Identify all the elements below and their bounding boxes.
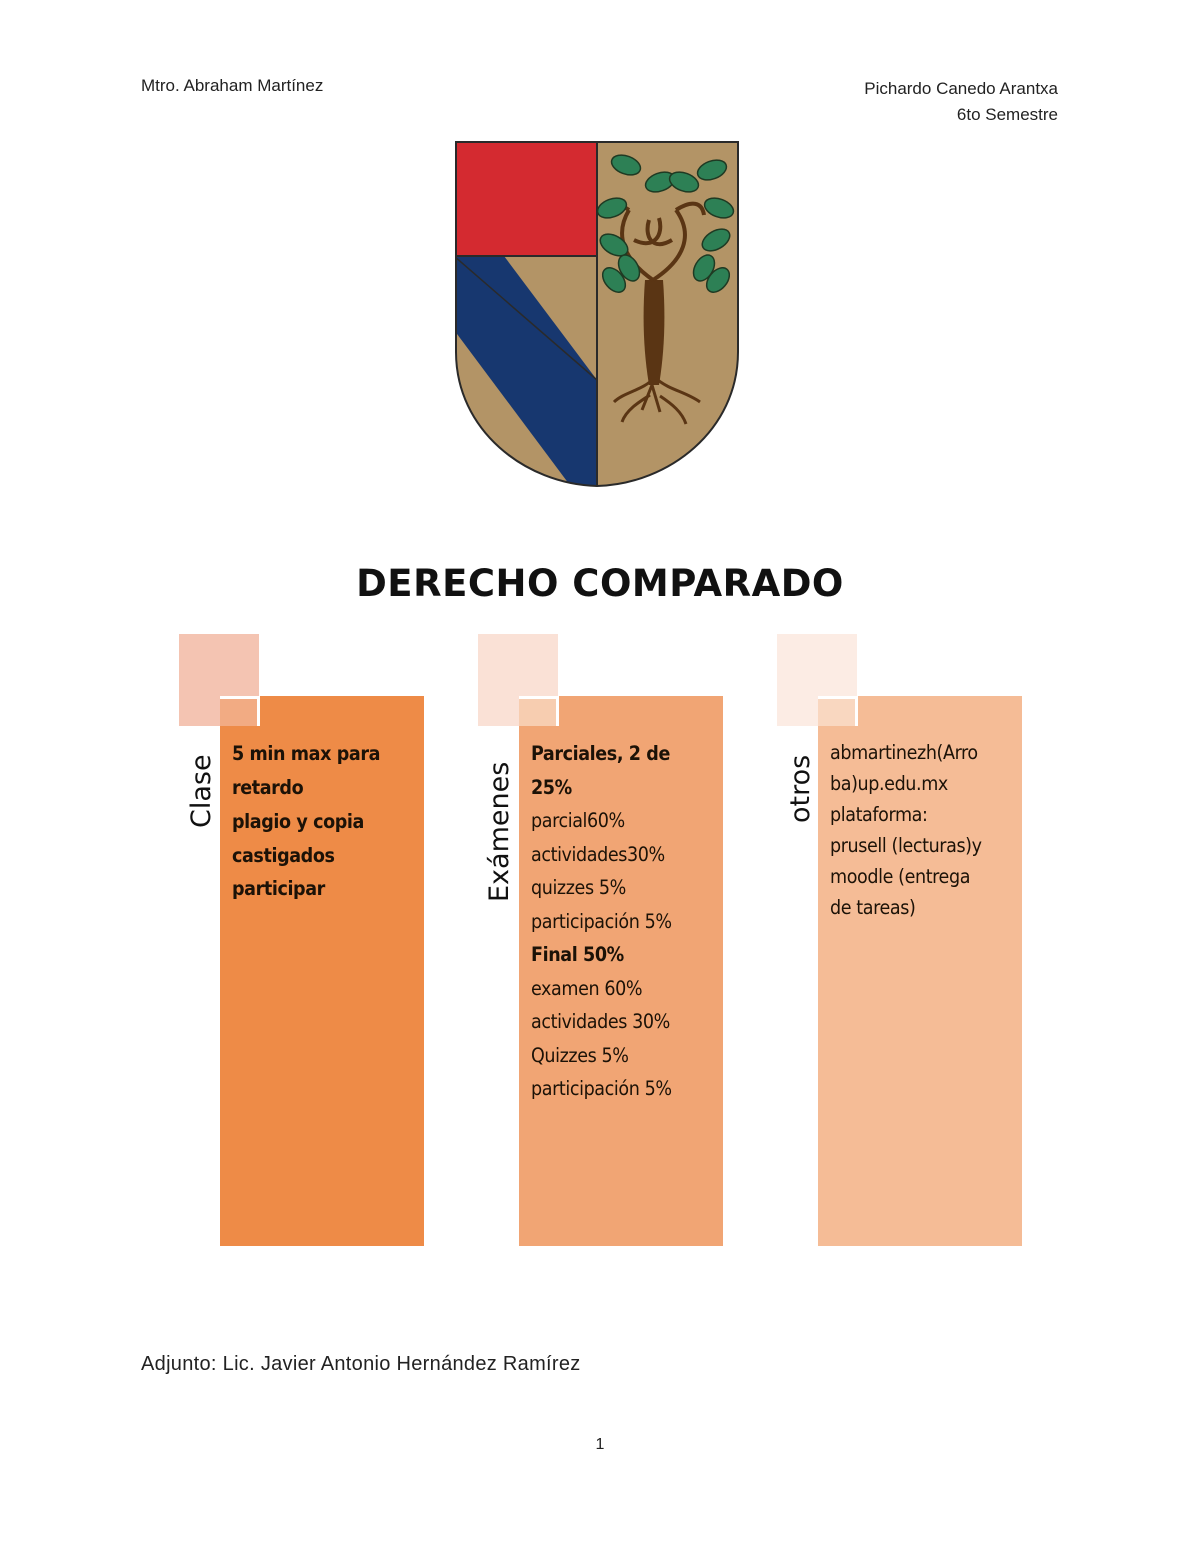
adjunto-note: Adjunto: Lic. Javier Antonio Hernández Ramírez [141, 1353, 581, 1375]
text-line: retardo [232, 775, 304, 799]
text-line: plataforma: [830, 803, 928, 826]
text-line: plagio y copia [232, 810, 364, 833]
page-number: 1 [595, 1436, 605, 1453]
column-text [830, 737, 982, 923]
column-label: Clase [186, 754, 217, 828]
overlap-square [519, 696, 559, 726]
text-line: examen 60% [531, 976, 643, 1000]
column-text [232, 737, 380, 906]
text-line: Final 50% [531, 943, 624, 966]
text-line: moodle (entrega [830, 865, 971, 888]
header-professor: Mtro. Abraham Martínez [141, 76, 324, 95]
text-line: actividades 30% [531, 1010, 670, 1033]
text-line: actividades30% [531, 842, 665, 866]
text-line: prusell (lecturas)y [830, 834, 982, 857]
text-line: Parciales, 2 de [531, 742, 670, 765]
text-line: quizzes 5% [531, 876, 626, 899]
column-text [531, 737, 672, 1106]
text-line: 25% [531, 775, 572, 799]
text-line: participación 5% [531, 1077, 672, 1100]
column-label: otros [785, 754, 816, 823]
text-line: de tareas) [830, 896, 916, 919]
text-line: Quizzes 5% [531, 1043, 629, 1067]
text-line: 5 min max para [232, 742, 381, 765]
header-student [864, 76, 1058, 128]
header-semester: 6to Semestre [956, 105, 1058, 124]
text-line: parcial60% [531, 809, 625, 832]
text-line: castigados [232, 843, 335, 867]
text-line: participación 5% [531, 909, 672, 933]
overlap-square [220, 696, 260, 726]
coat-of-arms-icon [454, 140, 740, 488]
text-line: participar [232, 877, 325, 900]
text-line: abmartinezh(Arro [830, 741, 978, 764]
column-label: Exámenes [484, 761, 515, 902]
header-student-name: Pichardo Canedo Arantxa [864, 79, 1058, 98]
overlap-square [818, 696, 858, 726]
text-line: ba)up.edu.mx [830, 772, 948, 795]
page-title: DERECHO COMPARADO [356, 562, 844, 605]
